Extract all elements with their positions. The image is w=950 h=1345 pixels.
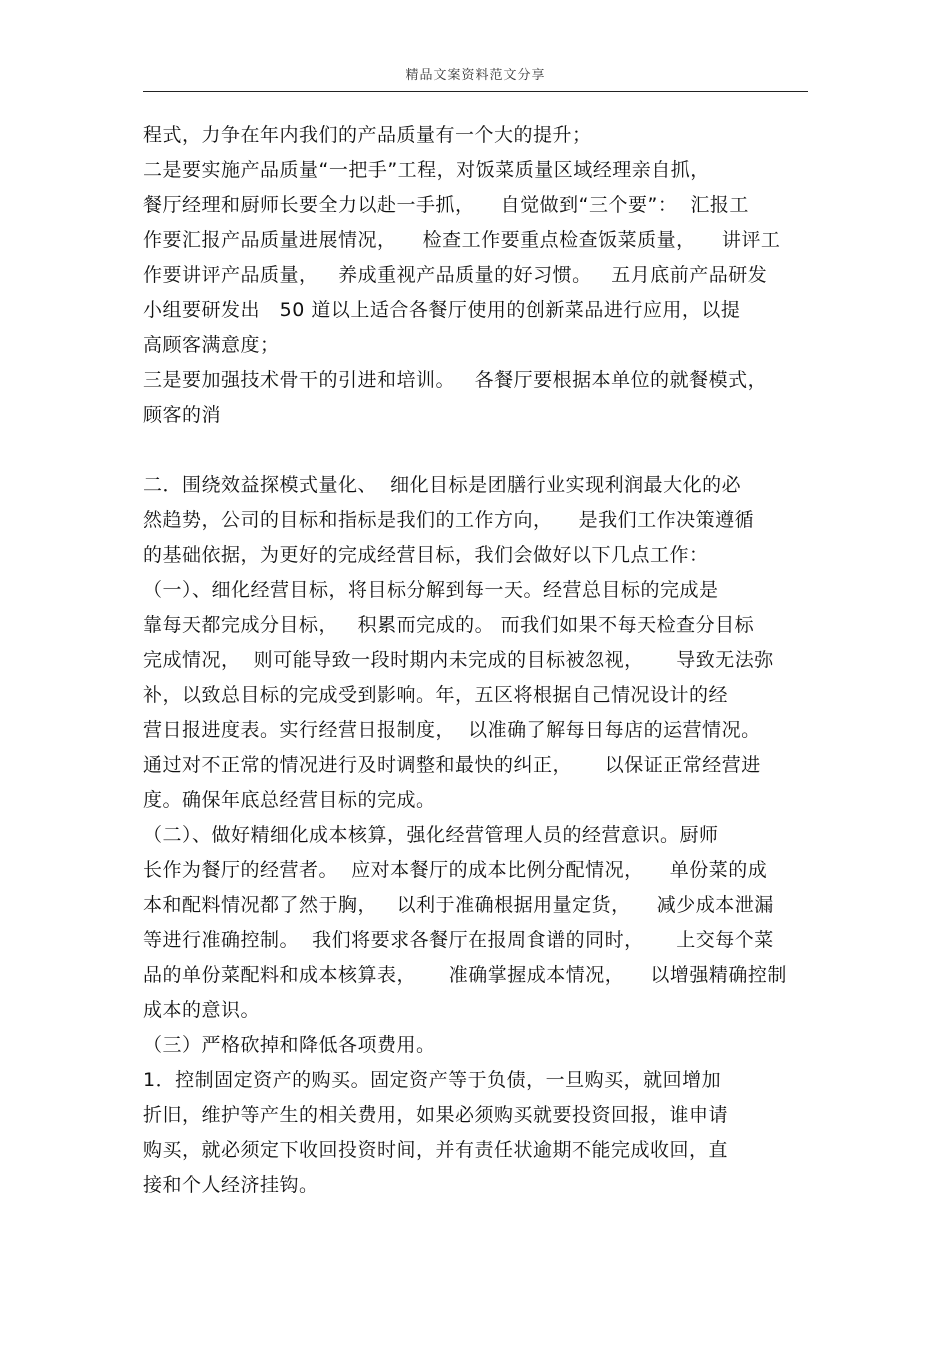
text-line: 接和个人经济挂钩。 [143,1174,319,1196]
header-divider [143,91,808,92]
text-line: 折旧，维护等产生的相关费用，如果必须购买就要投资回报，谁申请 [143,1104,729,1126]
text-line: 的基础依据，为更好的完成经营目标，我们会做好以下几点工作： [143,544,709,566]
text-line: 完成情况， 则可能导致一段时期内未完成的目标被忽视， 导致无法弥 [143,649,774,671]
text-line: 通过对不正常的情况进行及时调整和最快的纠正， 以保证正常经营进 [143,754,761,776]
text-line: 餐厅经理和厨师长要全力以赴一手抓， 自觉做到“三个要”： 汇报工 [143,194,749,216]
text-line: 长作为餐厅的经营者。 应对本餐厅的成本比例分配情况， 单份菜的成 [143,859,768,881]
text-line: 度。确保年底总经营目标的完成。 [143,789,436,811]
page-header: 精品文案资料范文分享 [405,68,546,83]
document-body [143,118,823,1203]
text-line: 靠每天都完成分目标， 积累而完成的。 而我们如果不每天检查分目标 [143,614,755,636]
text-line: 成本的意识。 [143,999,261,1021]
paragraph-block-2 [143,468,823,1203]
text-line: 等进行准确控制。 我们将要求各餐厅在报周食谱的同时， 上交每个菜 [143,929,774,951]
paragraph-gap [143,433,823,468]
text-line: 程式，力争在年内我们的产品质量有一个大的提升； [143,124,592,146]
text-line: 二．围绕效益探模式量化、 细化目标是团膳行业实现利润最大化的必 [143,474,742,496]
text-line: （二）、做好精细化成本核算，强化经营管理人员的经营意识。厨师 [143,824,719,846]
text-line: 1．控制固定资产的购买。固定资产等于负债，一旦购买，就回增加 [143,1069,722,1091]
paragraph-block-1 [143,118,823,433]
text-line: 补，以致总目标的完成受到影响。年，五区将根据自己情况设计的经 [143,684,729,706]
text-line: 品的单份菜配料和成本核算表， 准确掌握成本情况， 以增强精确控制 [143,964,787,986]
text-line: （三）严格砍掉和降低各项费用。 [143,1034,436,1056]
text-line: 购买，就必须定下收回投资时间，并有责任状逾期不能完成收回，直 [143,1139,729,1161]
text-line: 小组要研发出 50 道以上适合各餐厅使用的创新菜品进行应用，以提 [143,299,741,321]
text-line: 二是要实施产品质量“一把手”工程，对饭菜质量区域经理亲自抓， [143,159,710,181]
text-line: 作要汇报产品质量进展情况， 检查工作要重点检查饭菜质量， 讲评工 [143,229,781,251]
text-line: 然趋势，公司的目标和指标是我们的工作方向， 是我们工作决策遵循 [143,509,755,531]
text-line: 营日报进度表。实行经营日报制度， 以准确了解每日每店的运营情况。 [143,719,761,741]
text-line: 本和配料情况都了然于胸， 以利于准确根据用量定货， 减少成本泄漏 [143,894,774,916]
text-line: 三是要加强技术骨干的引进和培训。 各餐厅要根据本单位的就餐模式， [143,369,768,391]
text-line: 作要讲评产品质量， 养成重视产品质量的好习惯。 五月底前产品研发 [143,264,768,286]
text-line: 高顾客满意度； [143,334,280,356]
text-line: 顾客的消 [143,404,222,426]
text-line: （一）、细化经营目标，将目标分解到每一天。经营总目标的完成是 [143,579,719,601]
